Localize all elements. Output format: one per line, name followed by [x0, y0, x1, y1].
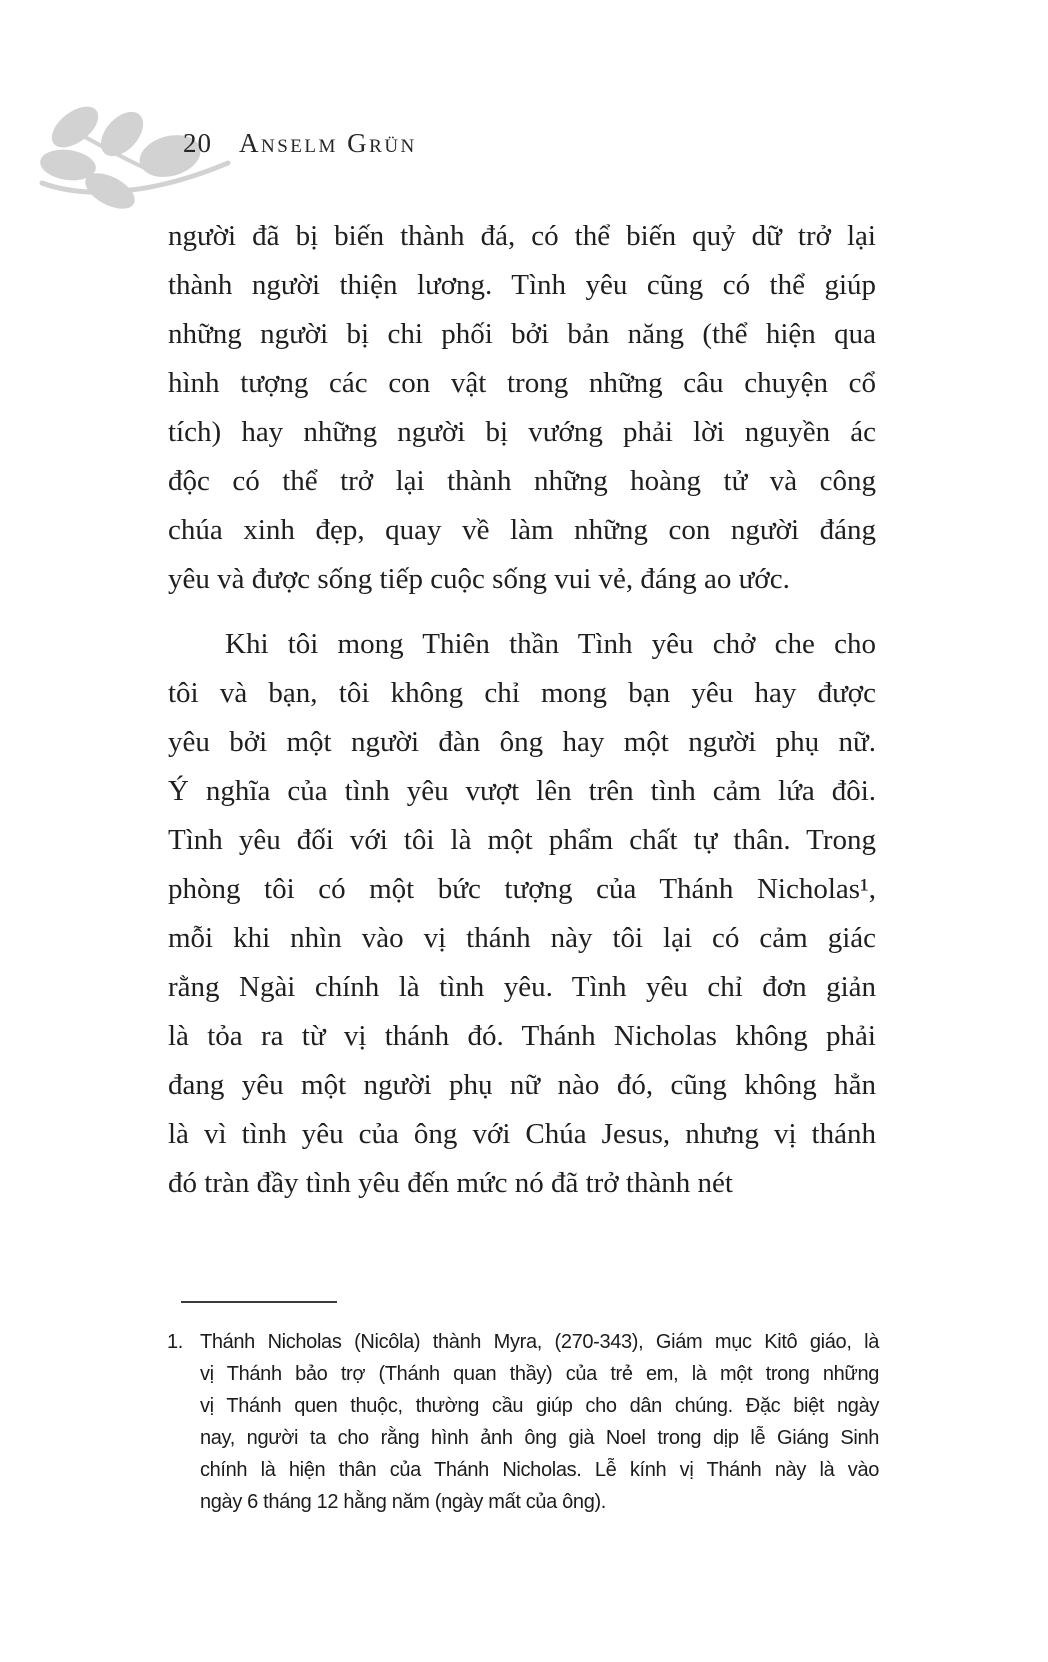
text-line: tích) hay những người bị vướng phải lời nguyền ác — [168, 416, 876, 448]
text-line: Tình yêu đối với tôi là một phẩm chất tự thân. Trong — [168, 824, 876, 856]
text-line: rằng Ngài chính là tình yêu. Tình yêu chỉ đơn giản — [168, 971, 876, 1003]
footnote-line: ngày 6 tháng 12 hằng năm (ngày mất của ông). — [200, 1491, 606, 1513]
footnote-line: vị Thánh quen thuộc, thường cầu giúp cho dân chúng. Đặc biệt ngày — [200, 1395, 879, 1417]
paragraph — [168, 620, 876, 1208]
footnote — [167, 1326, 879, 1518]
text-line: độc có thể trở lại thành những hoàng tử và công — [168, 465, 876, 497]
paragraph — [168, 212, 876, 604]
text-line: phòng tôi có một bức tượng của Thánh Nicholas¹, — [168, 873, 876, 905]
text-line: yêu và được sống tiếp cuộc sống vui vẻ, đáng ao ước. — [168, 563, 790, 595]
footnote-separator — [181, 1301, 337, 1303]
text-line: yêu bởi một người đàn ông hay một người phụ nữ. — [168, 726, 876, 758]
text-line: mỗi khi nhìn vào vị thánh này tôi lại có cảm giác — [168, 922, 876, 954]
footnote-line: vị Thánh bảo trợ (Thánh quan thầy) của trẻ em, là một trong những — [200, 1363, 879, 1385]
text-line: tôi và bạn, tôi không chỉ mong bạn yêu hay được — [168, 677, 876, 709]
footnote-line: nay, người ta cho rằng hình ảnh ông già Noel trong dịp lễ Giáng Sinh — [200, 1427, 879, 1449]
body-text — [168, 212, 876, 1208]
text-line: thành người thiện lương. Tình yêu cũng có thể giúp — [168, 269, 876, 301]
text-line: là tỏa ra từ vị thánh đó. Thánh Nicholas không phải — [168, 1020, 876, 1052]
text-line: đó tràn đầy tình yêu đến mức nó đã trở thành nét — [168, 1167, 733, 1199]
footnote-line: Thánh Nicholas (Nicôla) thành Myra, (270-343), Giám mục Kitô giáo, là — [200, 1331, 879, 1353]
text-line: là vì tình yêu của ông với Chúa Jesus, nhưng vị thánh — [168, 1118, 876, 1150]
text-line: đang yêu một người phụ nữ nào đó, cũng không hẳn — [168, 1069, 876, 1101]
footnote-lines — [200, 1326, 879, 1518]
text-line: Khi tôi mong Thiên thần Tình yêu chở che cho — [225, 628, 876, 660]
text-line: chúa xinh đẹp, quay về làm những con người đáng — [168, 514, 876, 546]
page-number: 20 — [183, 128, 212, 158]
text-line: những người bị chi phối bởi bản năng (thể hiện qua — [168, 318, 876, 350]
text-line: hình tượng các con vật trong những câu chuyện cổ — [168, 367, 876, 399]
page-header — [183, 128, 417, 159]
footnote-line: chính là hiện thân của Thánh Nicholas. Lễ kính vị Thánh này là vào — [200, 1459, 879, 1481]
running-title: Anselm Grün — [239, 128, 417, 158]
footnote-marker: 1. — [167, 1331, 183, 1353]
text-line: Ý nghĩa của tình yêu vượt lên trên tình cảm lứa đôi. — [168, 775, 876, 807]
text-line: người đã bị biến thành đá, có thể biến quỷ dữ trở lại — [168, 220, 876, 252]
